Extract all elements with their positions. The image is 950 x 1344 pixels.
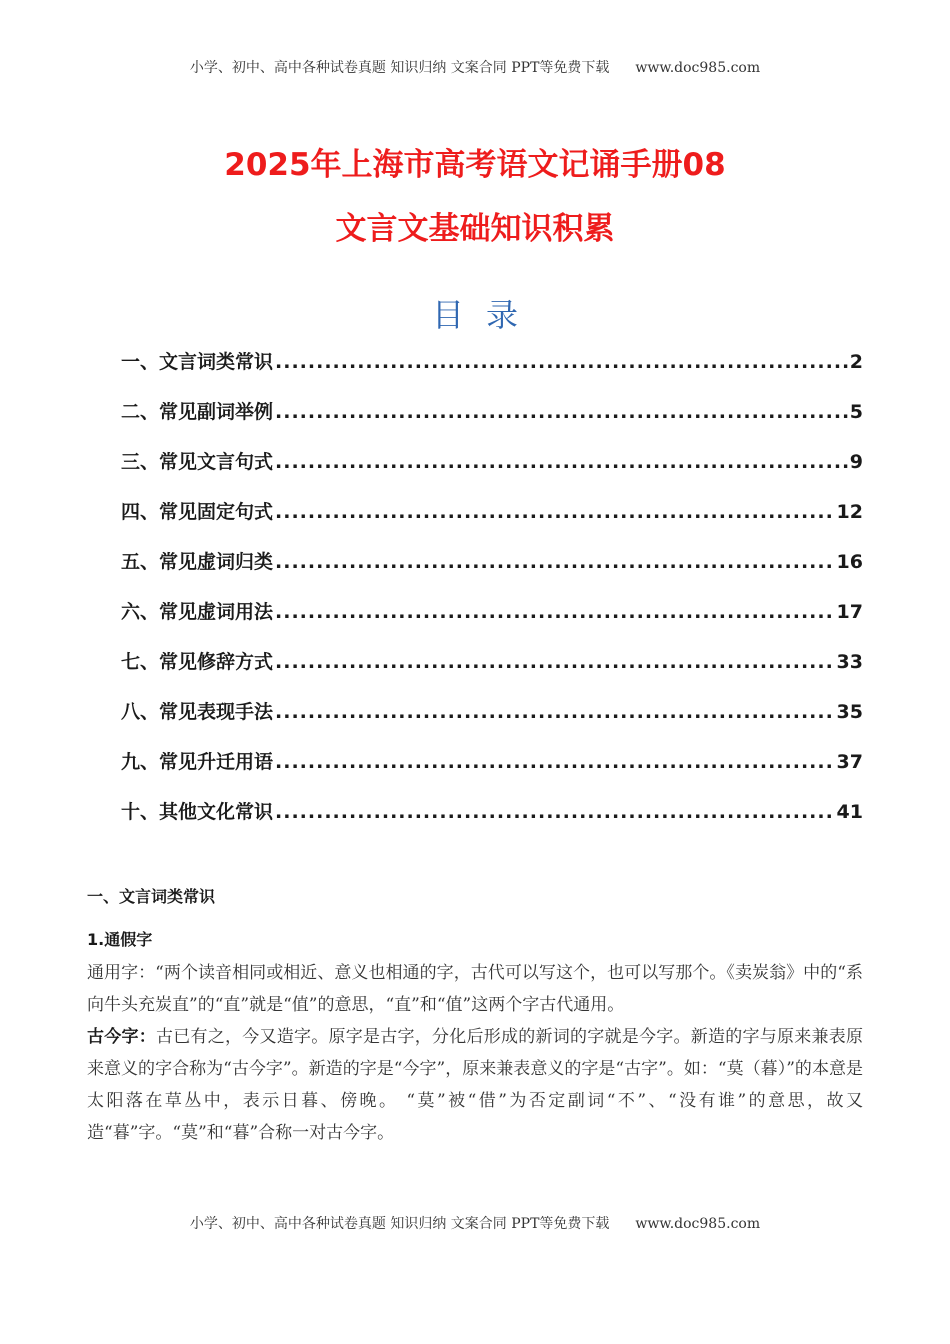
toc-item-label: 十、其他文化常识 (121, 801, 274, 823)
toc-item-label: 二、常见副词举例 (121, 401, 274, 423)
toc-item[interactable] (121, 347, 863, 397)
toc-item-page: 16 (836, 551, 863, 573)
toc-leader-dots (275, 351, 848, 373)
paragraph-tongyongzi: 通用字：“两个读音相同或相近、意义也相通的字，古代可以写这个，也可以写那个。《卖炭翁》中的“系向牛头充炭直”的“直”就是“值”的意思，“直”和“值”这两个字古代通用。 (87, 963, 863, 1015)
toc-item-page: 41 (836, 801, 863, 823)
toc-item-page: 5 (849, 401, 863, 423)
toc-item[interactable] (121, 647, 863, 697)
toc-item-page: 37 (836, 751, 863, 773)
toc-item[interactable] (121, 447, 863, 497)
paragraph-body: 古已有之，今又造字。原字是古字，分化后形成的新词的字就是今字。新造的字与原来兼表原来意义的字合称为“古今字”。新造的字是“今字”，原来兼表意义的字是“古字”。如：“莫（暮）”的本意是太阳落在草丛中，表示日暮、傍晚。 “莫”被“借”为否定副词“不”、“没有谁”的意思，故又造“暮”字。“莫”和“暮”合称一对古今字。 (87, 1027, 863, 1143)
toc-item-label: 八、常见表现手法 (121, 701, 274, 723)
toc-item-page: 12 (836, 501, 863, 523)
toc-leader-dots (275, 751, 835, 773)
toc-leader-dots (275, 501, 835, 523)
document-title-line2: 文言文基础知识积累 (335, 211, 615, 247)
paragraph-gujinzi (87, 1021, 863, 1149)
toc-item-page: 35 (836, 701, 863, 723)
toc-item[interactable] (121, 397, 863, 447)
document-title-line1: 2025年上海市高考语文记诵手册08 (224, 147, 726, 183)
toc-leader-dots (275, 451, 848, 473)
toc-leader-dots (275, 801, 835, 823)
toc-leader-dots (275, 401, 848, 423)
page-footer (0, 1213, 950, 1233)
footer-text: 小学、初中、高中各种试卷真题 知识归纳 文案合同 PPT等免费下载 (189, 1216, 610, 1232)
toc-item[interactable] (121, 547, 863, 597)
page-header (0, 57, 950, 77)
table-of-contents (121, 347, 863, 847)
toc-heading: 目录 (431, 296, 540, 334)
toc-item[interactable] (121, 747, 863, 797)
toc-item-label: 五、常见虚词归类 (121, 551, 274, 573)
toc-item-label: 一、文言词类常识 (121, 351, 274, 373)
toc-item[interactable] (121, 697, 863, 747)
toc-item[interactable] (121, 797, 863, 847)
toc-item-label: 九、常见升迁用语 (121, 751, 274, 773)
toc-item-label: 七、常见修辞方式 (121, 651, 274, 673)
toc-item-page: 17 (836, 601, 863, 623)
toc-item-label: 六、常见虚词用法 (121, 601, 274, 623)
toc-leader-dots (275, 601, 835, 623)
toc-item-page: 2 (849, 351, 863, 373)
footer-site-link[interactable]: www.doc985.com (635, 1216, 761, 1232)
header-text: 小学、初中、高中各种试卷真题 知识归纳 文案合同 PPT等免费下载 (189, 60, 610, 76)
section-heading: 一、文言词类常识 (87, 887, 216, 906)
toc-item[interactable] (121, 597, 863, 647)
sub-heading: 1.通假字 (87, 930, 153, 949)
toc-item-page: 33 (836, 651, 863, 673)
header-site-link[interactable]: www.doc985.com (635, 60, 761, 76)
toc-item-page: 9 (849, 451, 863, 473)
toc-leader-dots (275, 701, 835, 723)
toc-item-label: 三、常见文言句式 (121, 451, 274, 473)
toc-item[interactable] (121, 497, 863, 547)
toc-leader-dots (275, 551, 835, 573)
body-content (87, 884, 863, 1149)
toc-item-label: 四、常见固定句式 (121, 501, 274, 523)
term-label: 古今字： (87, 1027, 156, 1047)
toc-leader-dots (275, 651, 835, 673)
